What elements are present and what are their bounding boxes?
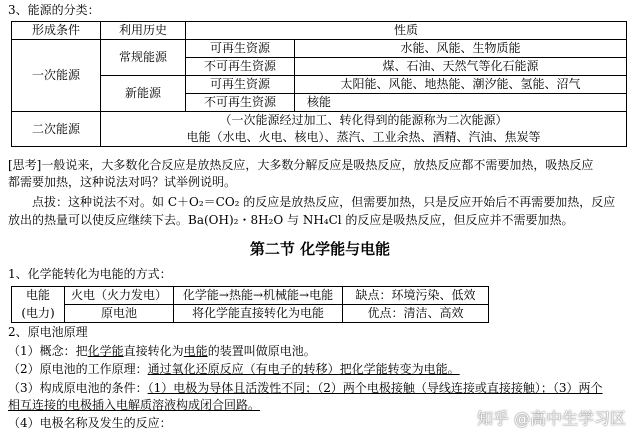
item-3-underlined-text: 相互连接的电极插入电解质溶液构成闭合回路。 — [8, 398, 261, 412]
tip-paragraph-line-1: 点拔：这种说法不对。如 C＋O₂＝CO₂ 的反应是放热反应，但需要加热，只是反应开始后不再需要加热，反应 — [32, 195, 616, 209]
renewable-label: 可再生资源 — [186, 76, 295, 94]
section-heading: 第二节 化学能与电能 — [249, 240, 391, 258]
table-row — [12, 129, 627, 147]
secondary-energy-label: 二次能源 — [12, 112, 101, 147]
header-formation: 形成条件 — [12, 22, 101, 40]
section-3-title: 3、能源的分类： — [8, 3, 100, 17]
header-property: 性质 — [186, 22, 627, 40]
table-header-row — [12, 22, 627, 40]
table-row — [12, 40, 627, 58]
electric-power-label: (电力) — [12, 305, 65, 323]
item-3-conditions-line-2 — [8, 398, 260, 413]
thermal-power-label: 火电（火力发电） — [65, 287, 174, 305]
conv-renewable-value: 水能、风能、生物质能 — [295, 40, 627, 58]
table-row — [12, 287, 489, 305]
secondary-examples: 电能（水电、火电、核电）、蒸汽、工业余热、酒精、汽油、焦炭等 — [101, 129, 627, 147]
table-row — [12, 305, 489, 323]
item-1-text: 的装置叫做原电池。 — [207, 344, 316, 358]
thermal-power-chain: 化学能→热能→机械能→电能 — [174, 287, 343, 305]
galvanic-cell-label: 原电池 — [65, 305, 174, 323]
item-1-text: 直接转化为 — [123, 344, 184, 358]
table-row — [12, 76, 627, 94]
item-1-text: （1）概念：把 — [8, 344, 88, 358]
nonrenewable-label: 不可再生资源 — [186, 94, 295, 112]
conventional-energy-label: 常规能源 — [101, 40, 186, 76]
new-renewable-value: 太阳能、风能、地热能、潮汐能、氢能、沼气 — [295, 76, 627, 94]
item-2-underlined-text: 通过氧化还原反应（有电子的转移）把化学能转变为电能。 — [147, 362, 460, 376]
conversion-methods-table — [11, 286, 489, 323]
item-2-text: （2）原电池的工作原理： — [8, 362, 148, 376]
item-1-underlined-term: 化学能 — [87, 344, 124, 358]
item-3-text: （3）构成原电池的条件： — [8, 381, 148, 395]
tip-paragraph-line-2: 放出的热量可以使反应继续下去。Ba(OH)₂・8H₂O 与 NH₄Cl 的反应是吸热反应，但反应并不需要加热。 — [8, 213, 574, 227]
think-paragraph-line-1: [思考]一般说来，大多数化合反应是放热反应，大多数分解反应是吸热反应，放热反应都不需要加热，吸热反应 — [8, 158, 594, 172]
think-paragraph-line-2: 都需要加热，这种说法对吗？试举例说明。 — [8, 175, 237, 189]
item-3-underlined-text: （1）电极为导体且活泼性不同；（2）两个电极接触（导线连接或直接接触）；（3）两个 — [147, 381, 603, 395]
energy-classification-table — [11, 21, 627, 147]
new-nonrenewable-value: 核能 — [295, 94, 627, 112]
renewable-label: 可再生资源 — [186, 40, 295, 58]
thermal-power-drawback: 缺点：环境污染、低效 — [343, 287, 489, 305]
header-history: 利用历史 — [101, 22, 186, 40]
item-1-concept — [8, 344, 316, 359]
secondary-description: （一次能源经过加工、转化得到的能源称为二次能源） — [101, 112, 627, 130]
galvanic-cell-description: 将化学能直接转化为电能 — [174, 305, 343, 323]
item-2-principle — [8, 362, 460, 377]
watermark: 知乎 @高中生学习区 — [476, 409, 626, 428]
item-3-conditions — [8, 381, 603, 396]
section-2-title: 2、原电池原理 — [8, 325, 88, 339]
table-row — [12, 112, 627, 130]
electric-energy-label: 电能 — [12, 287, 65, 305]
galvanic-cell-advantage: 优点：清洁、高效 — [343, 305, 489, 323]
primary-energy-label: 一次能源 — [12, 40, 101, 112]
new-energy-label: 新能源 — [101, 76, 186, 112]
section-1-title: 1、化学能转化为电能的方式： — [8, 267, 172, 281]
item-1-underlined-term: 电能 — [183, 344, 208, 358]
item-4-electrodes: （4）电极名称及发生的反应： — [8, 416, 172, 430]
nonrenewable-label: 不可再生资源 — [186, 58, 295, 76]
conv-nonrenewable-value: 煤、石油、天然气等化石能源 — [295, 58, 627, 76]
